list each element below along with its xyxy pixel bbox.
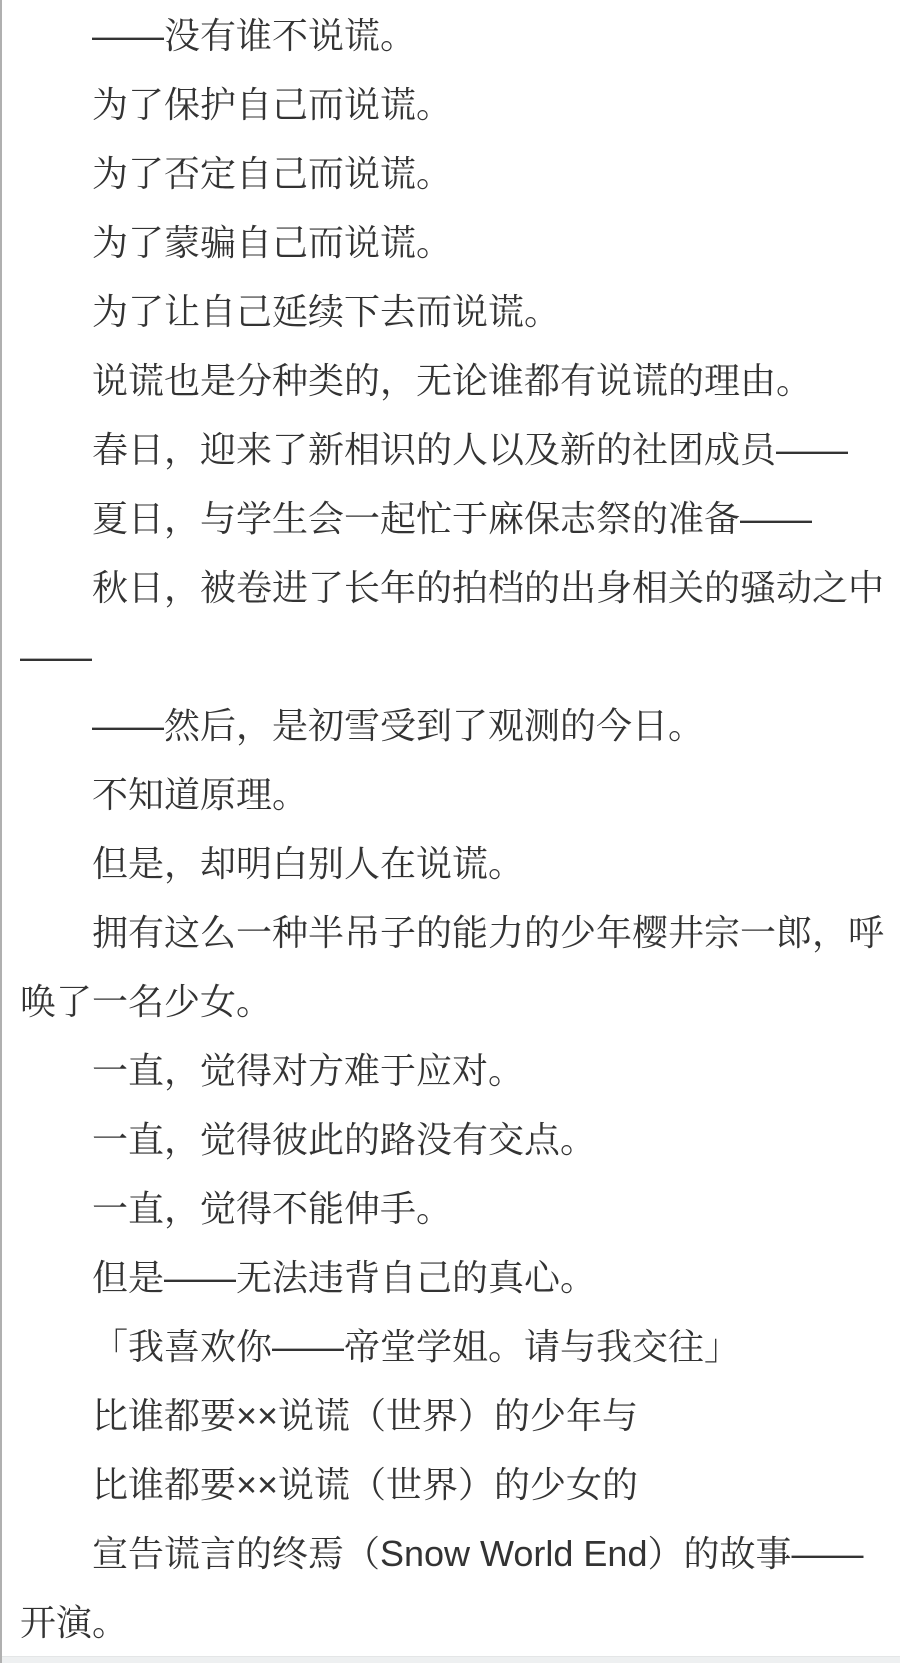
paragraph: 为了否定自己而说谎。 (92, 153, 453, 194)
paragraph: 春日，迎来了新相识的人以及新的社团成员—— (92, 429, 849, 470)
paragraph: 一直，觉得对方难于应对。 (92, 1050, 525, 1091)
paragraph: 一直，觉得彼此的路没有交点。 (92, 1119, 597, 1160)
page-bottom-divider (2, 1656, 900, 1663)
paragraph: 「我喜欢你——帝堂学姐。请与我交往」 (92, 1326, 741, 1367)
paragraph: 但是——无法违背自己的真心。 (92, 1257, 597, 1298)
paragraph: 夏日，与学生会一起忙于麻保志祭的准备—— (92, 498, 813, 539)
paragraph: 不知道原理。 (92, 774, 309, 815)
paragraph: 为了蒙骗自己而说谎。 (92, 222, 453, 263)
paragraph: 为了保护自己而说谎。 (92, 84, 453, 125)
paragraph: ——没有谁不说谎。 (92, 15, 417, 56)
paragraph: 秋日，被卷进了长年的拍档的出身相关的骚动之中—— (20, 567, 885, 677)
paragraph: 为了让自己延续下去而说谎。 (92, 291, 561, 332)
paragraph: ——然后，是初雪受到了观测的今日。 (92, 705, 705, 746)
reader-content (20, 1, 890, 1657)
paragraph: 但是，却明白别人在说谎。 (92, 843, 525, 884)
paragraph: 拥有这么一种半吊子的能力的少年樱井宗一郎，呼唤了一名少女。 (20, 912, 885, 1022)
paragraph: 比谁都要××说谎（世界）的少年与 (92, 1395, 639, 1436)
paragraph: 说谎也是分种类的，无论谁都有说谎的理由。 (92, 360, 813, 401)
paragraph: 比谁都要××说谎（世界）的少女的 (92, 1464, 639, 1505)
paragraph: 宣告谎言的终焉（Snow World End）的故事——开演。 (20, 1533, 864, 1643)
paragraph: 一直，觉得不能伸手。 (92, 1188, 453, 1229)
